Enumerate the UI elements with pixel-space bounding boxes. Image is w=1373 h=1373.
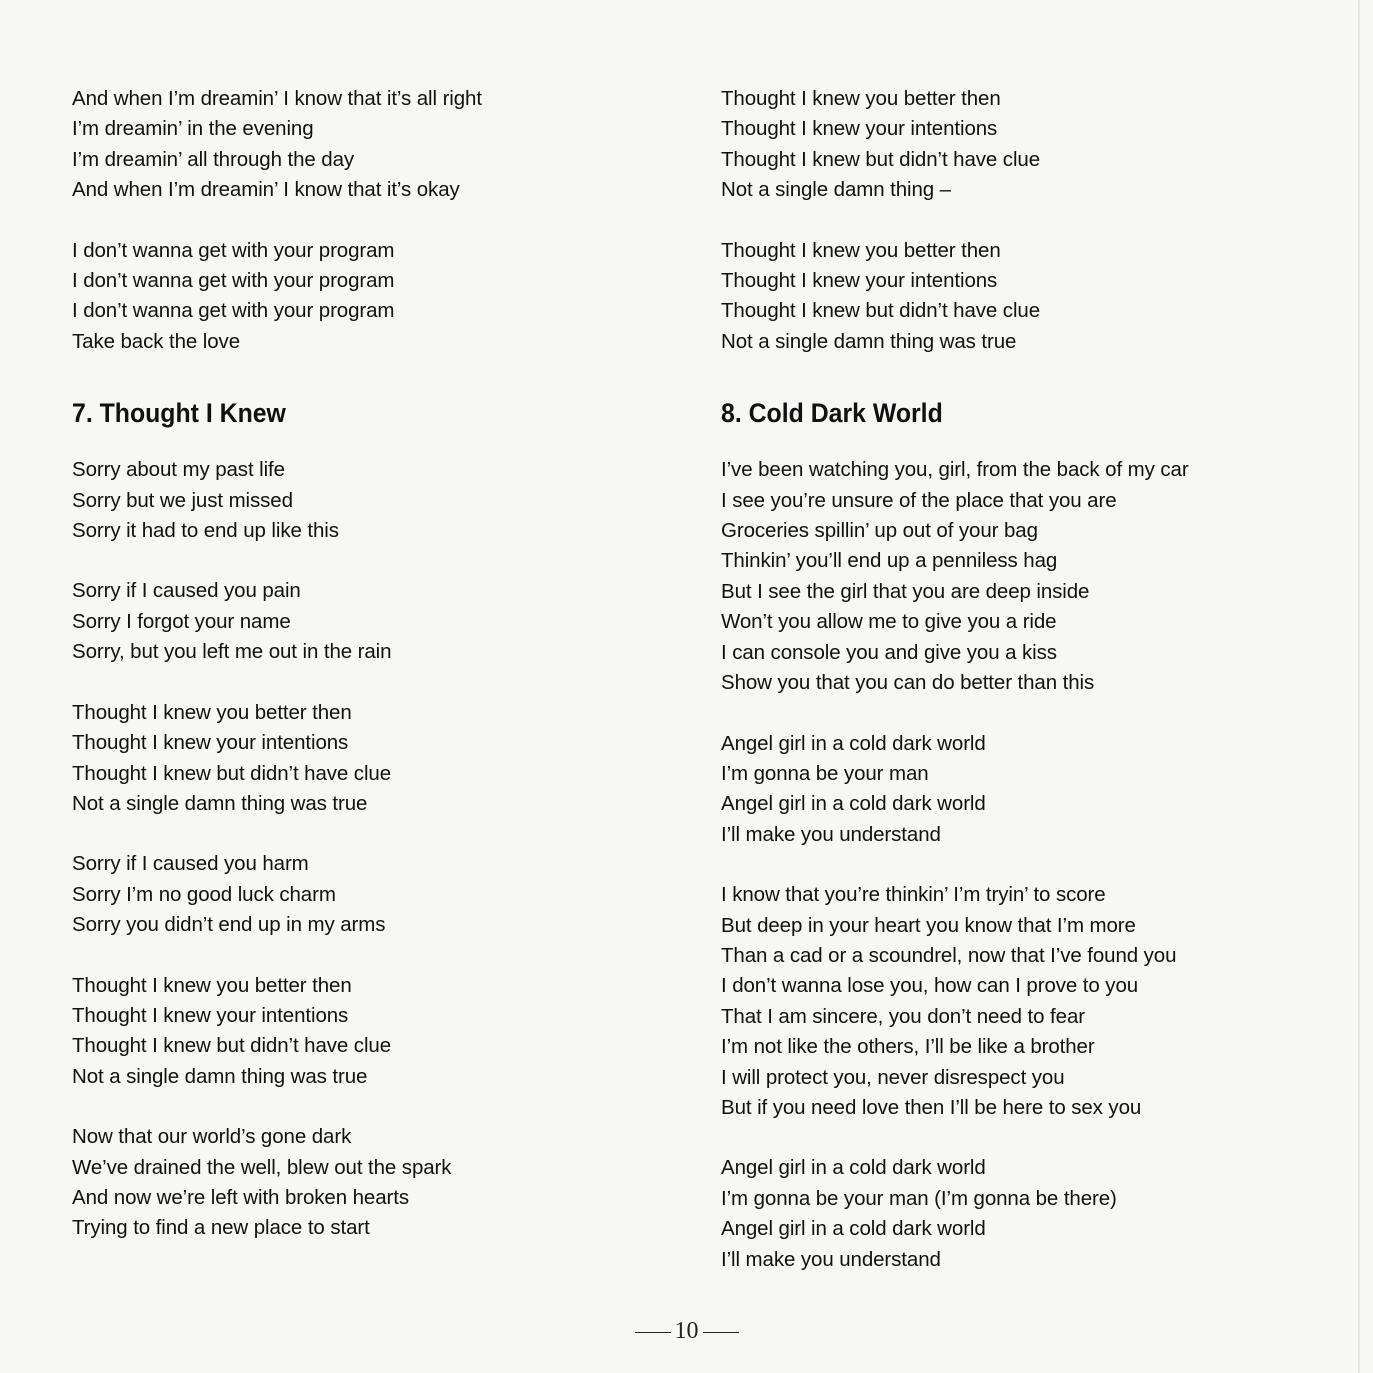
lyric-line: Angel girl in a cold dark world [721,1156,986,1180]
lyric-line: Thought I knew your intentions [721,269,998,293]
stanza [72,236,672,358]
lyric-line: Thought I knew you better then [72,700,352,724]
stanza [72,971,672,1093]
lyric-line: Sorry, but you left me out in the rain [72,640,392,664]
lyric-line: Sorry if I caused you harm [72,852,309,876]
page-number: 10 [674,1318,699,1344]
lyric-line: I can console you and give you a kiss [721,640,1057,664]
lyric-line: And when I’m dreamin’ I know that it’s all right [72,87,482,110]
stanza [72,698,672,820]
lyric-line: I’ve been watching you, girl, from the back of my car [721,458,1189,482]
lyric-line: And now we’re left with broken hearts [72,1185,410,1209]
lyric-line: Thought I knew your intentions [721,117,998,141]
lyric-line: Thought I knew you better then [721,238,1001,262]
lyric-line: Sorry if I caused you pain [72,579,301,603]
song-title: 7. Thought I Knew [72,398,286,429]
stanza [721,84,1341,206]
lyric-line: Thinkin’ you’ll end up a penniless hag [721,549,1058,573]
lyric-line: I’ll make you understand [721,822,941,846]
lyric-line: I’m gonna be your man [721,761,929,785]
lyric-line: We’ve drained the well, blew out the spark [72,1155,452,1179]
lyric-line: Thought I knew your intentions [72,1003,349,1027]
lyric-line: Sorry about my past life [72,458,285,482]
lyric-line: Sorry I forgot your name [72,609,291,633]
intro-lyrics [721,84,1341,357]
lyric-line: I’m dreamin’ in the evening [72,117,314,141]
lyric-line: That I am sincere, you don’t need to fear [721,1004,1085,1028]
lyric-line: Sorry but we just missed [72,488,293,512]
stanza [721,880,1341,1123]
right-column [721,84,1341,1305]
lyric-line: Thought I knew your intentions [72,731,349,755]
lyric-line: I know that you’re thinkin’ I’m tryin’ to score [721,883,1106,907]
lyric-line: Thought I knew but didn’t have clue [721,147,1041,171]
stanza [721,455,1341,698]
lyric-line: But I see the girl that you are deep inside [721,579,1090,603]
lyric-line: I don’t wanna get with your program [72,238,395,262]
page-footer [0,1318,1373,1345]
lyric-line: Sorry you didn’t end up in my arms [72,913,386,937]
lyric-line: I don’t wanna get with your program [72,269,395,293]
lyric-line: I don’t wanna get with your program [72,299,395,323]
stanza [72,455,672,546]
stanza [72,84,672,206]
stanza [721,729,1341,851]
page-fold-shadow [1358,0,1360,1373]
lyric-line: Not a single damn thing was true [72,1064,368,1088]
lyric-line: Thought I knew but didn’t have clue [721,299,1041,323]
lyric-line: Thought I knew but didn’t have clue [72,761,392,785]
footer-dash [635,1332,671,1333]
lyric-line: Now that our world’s gone dark [72,1125,352,1149]
lyric-line: I will protect you, never disrespect you [721,1065,1065,1089]
intro-lyrics [72,84,672,357]
lyric-line: Thought I knew you better then [72,973,352,997]
song-lyrics [72,455,672,1244]
lyric-line: But if you need love then I’ll be here to sex you [721,1095,1142,1119]
lyric-line: I’ll make you understand [721,1247,941,1271]
lyric-line: Sorry it had to end up like this [72,519,339,543]
lyric-line: Not a single damn thing was true [721,329,1017,353]
left-column [72,84,672,1274]
lyric-line: I’m not like the others, I’ll be like a brother [721,1035,1095,1059]
lyric-line: Angel girl in a cold dark world [721,1217,986,1241]
stanza [72,576,672,667]
lyric-line: Not a single damn thing was true [72,791,368,815]
stanza [72,1122,672,1244]
song-lyrics [721,455,1341,1275]
stanza [721,1153,1341,1275]
stanza [72,849,672,940]
lyric-line: Thought I knew you better then [721,87,1001,110]
lyric-line: Thought I knew but didn’t have clue [72,1034,392,1058]
lyric-line: Show you that you can do better than this [721,671,1095,695]
lyric-line: Won’t you allow me to give you a ride [721,610,1057,634]
lyric-line: Trying to find a new place to start [72,1216,370,1240]
lyric-line: Take back the love [72,329,240,353]
lyric-line: Groceries spillin’ up out of your bag [721,519,1038,543]
lyric-line: I’m dreamin’ all through the day [72,147,355,171]
lyric-line: I see you’re unsure of the place that you are [721,488,1117,512]
song-title: 8. Cold Dark World [721,398,943,429]
lyric-line: But deep in your heart you know that I’m more [721,913,1136,937]
lyric-line: Not a single damn thing – [721,178,951,202]
lyric-line: I’m gonna be your man (I’m gonna be there) [721,1186,1117,1210]
stanza [721,236,1341,358]
lyric-line: And when I’m dreamin’ I know that it’s okay [72,178,460,202]
lyric-line: Than a cad or a scoundrel, now that I’ve found you [721,943,1177,967]
lyric-line: I don’t wanna lose you, how can I prove to you [721,974,1139,998]
lyric-line: Angel girl in a cold dark world [721,792,986,816]
lyric-line: Angel girl in a cold dark world [721,731,986,755]
footer-dash [703,1332,739,1333]
lyric-line: Sorry I’m no good luck charm [72,882,336,906]
